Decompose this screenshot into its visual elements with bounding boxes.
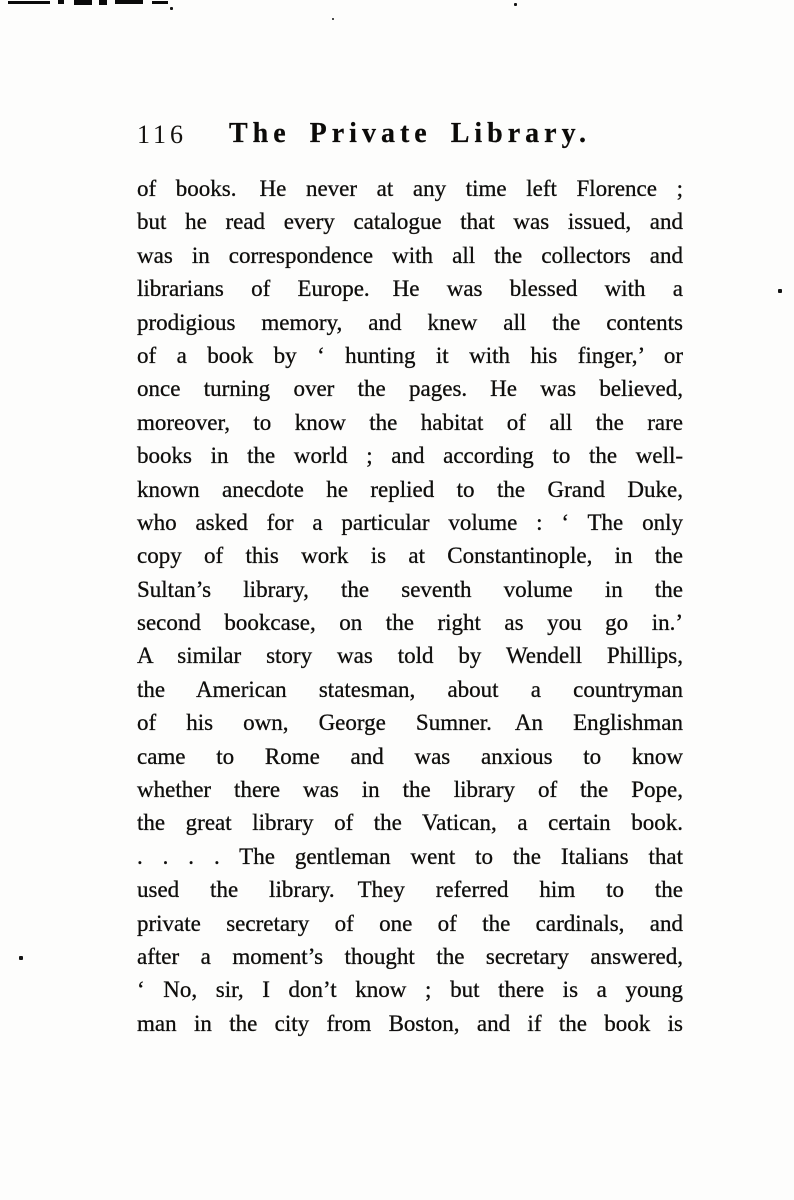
text-line: ‘ No, sir, I don’t know ; but there is a young xyxy=(137,977,683,1003)
text-line: was in correspondence with all the collectors and xyxy=(137,242,683,268)
text-line: who asked for a particular volume : ‘ The only xyxy=(137,509,683,535)
text-line: of books. He never at any time left Florence ; xyxy=(137,176,683,201)
text-line: of a book by ‘ hunting it with his finger,’ or xyxy=(137,342,683,368)
scan-dash xyxy=(152,1,168,4)
page-number: 116 xyxy=(137,120,188,149)
text-line: whether there was in the library of the Pope, xyxy=(137,777,683,803)
scan-dash xyxy=(99,0,107,5)
text-line: books in the world ; and according to the well- xyxy=(137,443,683,469)
scan-speckle xyxy=(170,7,173,10)
text-line: A similar story was told by Wendell Phillips, xyxy=(137,643,683,669)
text-line: the American statesman, about a countryman xyxy=(137,676,683,702)
scan-speckle xyxy=(514,3,517,6)
scan-speckle xyxy=(332,18,334,20)
scan-artifact-top-edge xyxy=(8,0,168,8)
text-line: copy of this work is at Constantinople, in the xyxy=(137,543,683,569)
text-line: after a moment’s thought the secretary answered, xyxy=(137,943,683,969)
text-line: used the library. They referred him to the xyxy=(137,877,683,903)
text-line: moreover, to know the habitat of all the rare xyxy=(137,409,683,435)
scan-dash xyxy=(58,0,64,4)
scan-dash xyxy=(8,1,50,4)
text-line: Sultan’s library, the seventh volume in the xyxy=(137,576,683,602)
text-line: second bookcase, on the right as you go in.’ xyxy=(137,610,683,636)
text-line: librarians of Europe. He was blessed with a xyxy=(137,276,683,302)
text-line: private secretary of one of the cardinals, and xyxy=(137,910,683,936)
scan-dash xyxy=(74,0,92,5)
text-line: once turning over the pages. He was believed, xyxy=(137,376,683,402)
text-line: man in the city from Boston, and if the book is xyxy=(137,1010,683,1036)
text-line: known anecdote he replied to the Grand Duke, xyxy=(137,476,683,502)
scan-dash xyxy=(115,0,143,4)
body-text xyxy=(137,172,683,1040)
text-line: of his own, George Sumner. An Englishman xyxy=(137,710,683,736)
text-line: the great library of the Vatican, a certain book. xyxy=(137,810,683,836)
text-line: prodigious memory, and knew all the contents xyxy=(137,309,683,335)
page-header xyxy=(137,118,683,154)
scan-speckle xyxy=(19,956,23,960)
text-line: came to Rome and was anxious to know xyxy=(137,743,683,769)
text-line: but he read every catalogue that was issued, and xyxy=(137,209,683,235)
page-title: The Private Library. xyxy=(228,118,592,149)
scan-speckle xyxy=(778,289,782,293)
text-line: . . . . The gentleman went to the Italians that xyxy=(137,843,683,869)
